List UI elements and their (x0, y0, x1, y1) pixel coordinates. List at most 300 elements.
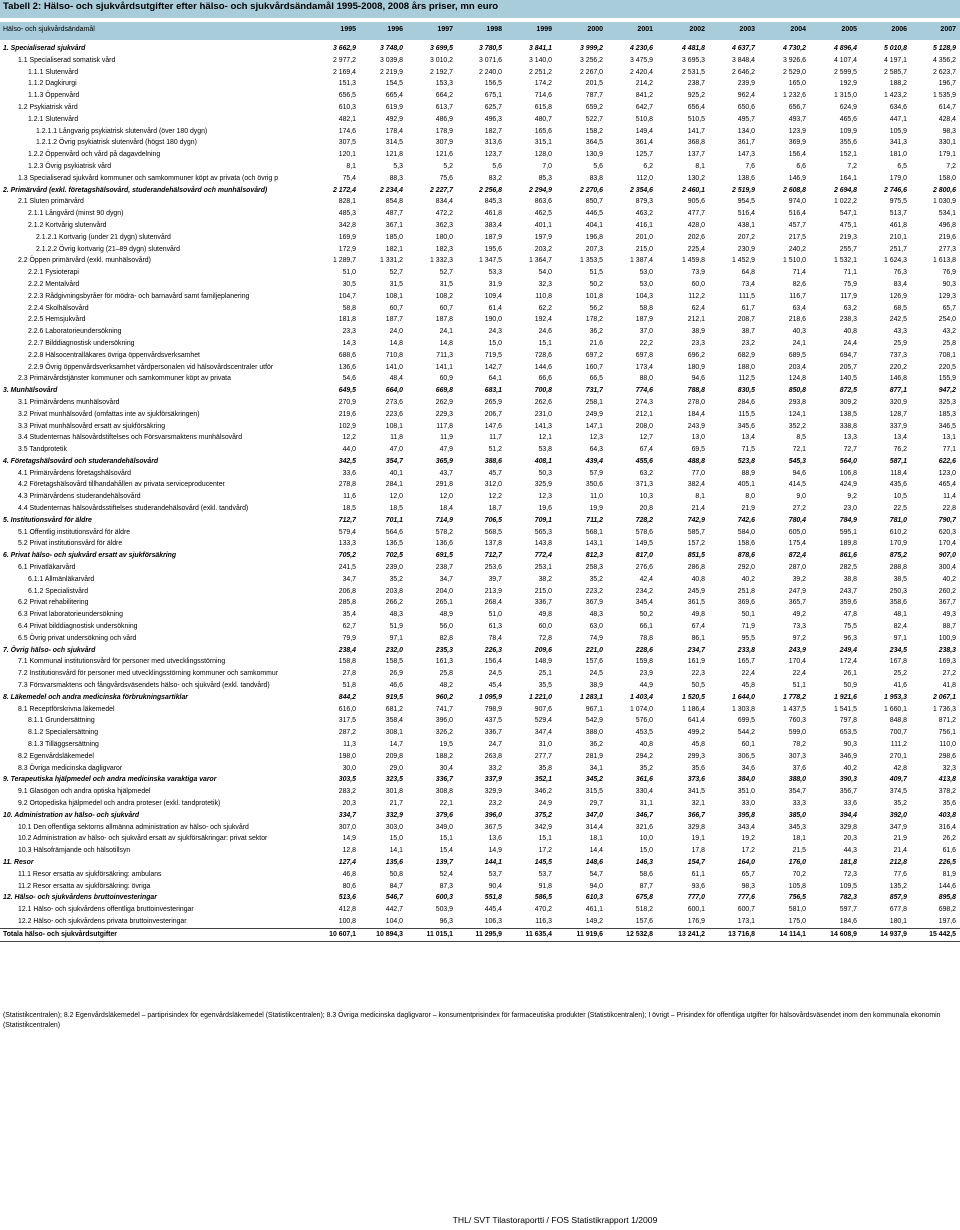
row-value: 35,6 (942, 800, 956, 807)
row-value: 354,7 (385, 457, 403, 465)
header-year: 1999 (536, 26, 552, 33)
row-value: 784,9 (839, 516, 857, 524)
row-value: 94,6 (691, 375, 705, 383)
row-value: 544,2 (737, 729, 755, 737)
row-value: 110,0 (939, 741, 956, 749)
row-value: 88,3 (389, 174, 403, 182)
row-value: 8,1 (695, 493, 705, 501)
row-value: 309,2 (839, 398, 857, 406)
row-value: 201,5 (585, 80, 603, 88)
row-value: 23,3 (342, 328, 356, 336)
row-value: 188,2 (889, 80, 907, 88)
row-value: 499,2 (687, 729, 705, 737)
row-value: 98,3 (942, 127, 956, 135)
row-value: 212,8 (889, 858, 907, 866)
row-value: 23,3 (691, 339, 705, 347)
row-value: 682,9 (737, 351, 755, 359)
row-value: 128,7 (889, 410, 907, 418)
row-value: 105,8 (788, 882, 806, 890)
row-value: 68,5 (893, 304, 907, 312)
row-value: 622,6 (938, 457, 956, 465)
row-value: 65,7 (741, 870, 755, 878)
table-row (0, 857, 960, 869)
row-value: 203,4 (788, 363, 806, 371)
row-value: 634,6 (889, 103, 907, 111)
row-value: 2 746,6 (884, 186, 907, 194)
row-value: 234,5 (889, 646, 907, 654)
row-value: 82,8 (439, 634, 453, 642)
row-value: 3 071,6 (479, 56, 502, 64)
row-value: 516,4 (737, 210, 755, 218)
row-value: 58,8 (342, 304, 356, 312)
row-value: 36,2 (589, 741, 603, 749)
row-value: 46,8 (342, 870, 356, 878)
row-value: 61,1 (691, 870, 705, 878)
row-label: 9.1 Glasögon och andra optiska hjälpmedel (18, 788, 151, 796)
row-value: 878,6 (737, 552, 755, 560)
row-value: 375,2 (534, 811, 552, 819)
row-value: 158,0 (938, 174, 956, 182)
row-label: 9. Terapeutiska hjälpmedel och andra medicinska varaktiga varor (3, 776, 217, 784)
row-value: 258,1 (585, 398, 603, 406)
row-value: 379,6 (435, 811, 453, 819)
row-value: 63,4 (792, 304, 806, 312)
row-value: 307,3 (788, 752, 806, 760)
row-value: 141,1 (435, 363, 453, 371)
row-value: 161,3 (435, 658, 453, 666)
row-value: 181,8 (839, 858, 857, 866)
row-value: 63,2 (843, 304, 857, 312)
row-value: 82,4 (893, 623, 907, 631)
row-value: 384,0 (737, 776, 755, 784)
row-value: 2 531,5 (682, 68, 705, 76)
row-value: 325,9 (534, 481, 552, 489)
row-value: 106,8 (839, 469, 857, 477)
row-value: 258,3 (585, 564, 603, 572)
row-value: 178,2 (585, 316, 603, 324)
table-row (0, 373, 960, 385)
row-value: 78,4 (488, 634, 502, 642)
row-value: 147,3 (737, 151, 755, 159)
row-value: 388,0 (585, 729, 603, 737)
row-value: 34,7 (342, 575, 356, 583)
row-value: 465,6 (839, 115, 857, 123)
row-value: 35,2 (639, 764, 653, 772)
row-value: 841,2 (635, 92, 653, 100)
row-label: 2.2.9 Övrig öppenvårdsverksamhet vårdpersonalen vid hälsovårdscentraler utför (28, 363, 274, 371)
row-value: 291,8 (435, 481, 453, 489)
row-value: 22,8 (942, 505, 956, 513)
row-label: 10.1 Den offentliga sektorns allmänna administration av hälso- och sjukvård (18, 823, 249, 831)
row-value: 40,2 (843, 764, 857, 772)
row-value: 49,8 (691, 611, 705, 619)
row-value: 112,0 (636, 174, 653, 182)
row-value: 287,2 (338, 729, 356, 737)
row-value: 154,7 (687, 858, 705, 866)
row-value: 5 010,8 (884, 45, 907, 52)
table-row (0, 255, 960, 267)
row-value: 123,0 (938, 469, 956, 477)
row-value: 513,7 (889, 210, 907, 218)
row-value: 13 241,2 (678, 930, 705, 938)
row-value: 11,9 (440, 434, 453, 442)
row-value: 772,4 (534, 552, 552, 560)
row-value: 656,4 (687, 103, 705, 111)
table-row (0, 503, 960, 515)
row-value: 3 780,5 (479, 45, 502, 52)
row-value: 12 532,8 (626, 930, 653, 938)
row-label: 3.3 Privat munhälsovård ersatt av sjukförsäkring (18, 422, 166, 430)
row-value: 96,3 (843, 634, 857, 642)
row-value: 253,1 (534, 564, 552, 572)
row-value: 960,2 (435, 693, 453, 701)
row-value: 731,7 (585, 387, 603, 395)
row-value: 24,3 (488, 328, 502, 336)
row-value: 143,8 (534, 540, 552, 548)
table-row (0, 822, 960, 834)
row-value: 610,2 (889, 528, 907, 536)
row-value: 24,5 (488, 670, 502, 678)
row-value: 17,2 (741, 847, 755, 855)
row-value: 165,6 (534, 127, 552, 135)
row-value: 88,7 (942, 623, 956, 631)
header-year: 1998 (486, 26, 502, 33)
row-value: 303,5 (338, 776, 356, 784)
header-year: 2004 (790, 26, 806, 33)
row-value: 265,1 (435, 599, 453, 607)
row-value: 610,3 (585, 894, 603, 902)
row-value: 34,1 (589, 764, 603, 772)
table-row (0, 928, 960, 942)
row-value: 147,1 (585, 422, 603, 430)
row-value: 189,8 (839, 540, 857, 548)
row-value: 223,6 (385, 410, 403, 418)
row-value: 66,6 (538, 375, 552, 383)
row-value: 204,0 (435, 587, 453, 595)
table-row (0, 114, 960, 126)
row-value: 345,4 (635, 599, 653, 607)
row-value: 6,5 (897, 162, 907, 170)
row-value: 24,6 (538, 328, 552, 336)
row-value: 1 520,5 (682, 693, 705, 701)
row-value: 14,9 (342, 835, 356, 843)
row-value: 307,9 (435, 139, 453, 147)
page-footer (0, 1215, 960, 1225)
row-value: 26,1 (843, 670, 857, 678)
row-value: 373,6 (687, 776, 705, 784)
row-label: 6.3 Privat laboratorieundersökning (18, 611, 123, 619)
row-value: 226,3 (484, 646, 502, 654)
row-value: 435,6 (889, 481, 907, 489)
row-value: 140,5 (839, 375, 857, 383)
row-value: 424,9 (839, 481, 857, 489)
row-value: 568,5 (484, 528, 502, 536)
row-value: 121,8 (385, 151, 403, 159)
row-value: 11,4 (943, 493, 956, 501)
row-value: 665,4 (385, 92, 403, 100)
row-value: 60,1 (741, 741, 755, 749)
row-value: 231,0 (534, 410, 552, 418)
row-value: 35,8 (538, 764, 552, 772)
row-value: 3 475,9 (630, 56, 653, 64)
row-value: 149,4 (635, 127, 653, 135)
row-value: 63,0 (589, 623, 603, 631)
table-row (0, 810, 960, 822)
row-value: 510,5 (687, 115, 705, 123)
row-value: 173,1 (737, 917, 755, 925)
row-value: 337,9 (889, 422, 907, 430)
row-value: 714,9 (435, 516, 453, 524)
row-value: 854,8 (385, 198, 403, 206)
row-value: 35,2 (589, 575, 603, 583)
row-value: 390,3 (839, 776, 857, 784)
row-label: 6.1 Privatläkarvård (18, 564, 76, 572)
row-value: 1 315,0 (834, 92, 857, 100)
row-value: 187,7 (385, 316, 403, 324)
row-value: 14 608,9 (830, 930, 857, 938)
row-value: 600,1 (687, 906, 705, 914)
row-value: 47,8 (843, 611, 857, 619)
row-value: 300,4 (938, 564, 956, 572)
table-row (0, 303, 960, 315)
row-value: 40,2 (741, 575, 755, 583)
row-value: 188,2 (435, 752, 453, 760)
row-value: 1 541,5 (834, 705, 857, 713)
row-value: 5,6 (593, 162, 603, 170)
table-row (0, 67, 960, 79)
row-value: 225,4 (687, 245, 705, 253)
row-value: 329,9 (484, 788, 502, 796)
row-value: 287,0 (788, 564, 806, 572)
row-value: 30,4 (439, 764, 453, 772)
row-label: 5.2 Privat institutionsvård för äldre (18, 540, 123, 548)
row-value: 578,2 (435, 528, 453, 536)
row-value: 153,3 (435, 80, 453, 88)
row-value: 10,5 (893, 493, 907, 501)
row-value: 2 623,7 (933, 68, 956, 76)
row-value: 179,1 (938, 151, 956, 159)
row-value: 137,7 (687, 151, 705, 159)
table-row (0, 692, 960, 704)
row-value: 203,2 (534, 245, 552, 253)
row-value: 12,3 (589, 434, 603, 442)
row-value: 2 219,9 (380, 68, 403, 76)
row-value: 1 232,6 (783, 92, 806, 100)
row-value: 202,6 (687, 233, 705, 241)
row-value: 2 169,4 (333, 68, 356, 76)
row-value: 664,2 (435, 92, 453, 100)
row-value: 401,1 (534, 221, 552, 229)
row-value: 42,8 (893, 764, 907, 772)
row-label: 6. Privat hälso- och sjukvård ersatt av sjukförsäkring (3, 552, 177, 560)
row-value: 447,1 (889, 115, 907, 123)
row-value: 293,8 (788, 398, 806, 406)
row-value: 87,7 (639, 882, 653, 890)
table-row (0, 149, 960, 161)
row-value: 144,1 (484, 858, 502, 866)
row-value: 48,2 (439, 682, 453, 690)
row-value: 48,9 (439, 611, 453, 619)
row-value: 32,1 (691, 800, 705, 807)
row-value: 11 635,4 (525, 930, 552, 938)
row-value: 475,1 (839, 221, 857, 229)
row-value: 787,7 (585, 92, 603, 100)
row-value: 210,1 (889, 233, 907, 241)
row-value: 74,9 (589, 634, 603, 642)
row-label: 7.2 Institutionsvård för personer med utvecklingsstörning kommuner och samkommur (18, 670, 279, 678)
row-value: 13,1 (942, 434, 956, 442)
row-value: 64,1 (488, 375, 502, 383)
row-value: 175,4 (788, 540, 806, 548)
table-row (0, 562, 960, 574)
row-value: 44,9 (639, 682, 653, 690)
row-value: 2 270,6 (580, 186, 603, 194)
row-value: 20,3 (342, 800, 356, 807)
row-label: 2.1.1 Långvård (minst 90 dygn) (28, 210, 124, 218)
row-value: 534,1 (938, 210, 956, 218)
table-row (0, 550, 960, 562)
row-value: 404,1 (585, 221, 603, 229)
row-value: 159,8 (635, 658, 653, 666)
row-value: 845,3 (484, 198, 502, 206)
row-value: 18,7 (488, 505, 502, 513)
row-value: 51,0 (488, 611, 502, 619)
row-value: 350,6 (585, 481, 603, 489)
row-value: 176,0 (788, 858, 806, 866)
row-value: 585,7 (687, 528, 705, 536)
row-value: 13 716,8 (728, 930, 755, 938)
row-value: 712,7 (338, 516, 356, 524)
header-year: 2002 (689, 26, 705, 33)
row-value: 308,1 (385, 729, 403, 737)
row-value: 73,4 (741, 280, 755, 288)
row-label: 3. Munhälsovård (3, 387, 58, 395)
row-value: 1 095,9 (479, 693, 502, 701)
header-year: 2005 (841, 26, 857, 33)
row-label: Totala hälso- och sjukvårdsutgifter (3, 930, 117, 938)
row-value: 64,8 (741, 269, 755, 277)
row-value: 60,0 (691, 280, 705, 288)
row-value: 35,5 (538, 682, 552, 690)
row-value: 25,9 (893, 339, 907, 347)
row-value: 164,0 (737, 858, 755, 866)
row-value: 51,5 (589, 269, 603, 277)
row-value: 371,3 (635, 481, 653, 489)
row-value: 503,9 (435, 906, 453, 914)
row-value: 11,3 (343, 741, 356, 749)
row-value: 709,1 (534, 516, 552, 524)
row-value: 1 347,5 (479, 257, 502, 265)
row-value: 44,0 (342, 446, 356, 454)
row-value: 253,6 (484, 564, 502, 572)
row-value: 130,9 (585, 151, 603, 159)
row-value: 125,7 (635, 151, 653, 159)
row-value: 619,9 (385, 103, 403, 111)
row-value: 542,9 (585, 717, 603, 725)
row-value: 60,9 (439, 375, 453, 383)
row-value: 176,9 (687, 917, 705, 925)
row-value: 207,2 (737, 233, 755, 241)
row-value: 308,8 (435, 788, 453, 796)
row-value: 285,8 (338, 599, 356, 607)
row-value: 281,9 (585, 752, 603, 760)
header-year: 2001 (637, 26, 653, 33)
row-value: 31,9 (488, 280, 502, 288)
row-value: 1 387,4 (630, 257, 653, 265)
row-value: 710,8 (385, 351, 403, 359)
row-value: 57,9 (589, 469, 603, 477)
row-value: 156,4 (788, 151, 806, 159)
row-value: 81,9 (942, 870, 956, 878)
row-value: 48,4 (389, 375, 403, 383)
row-value: 80,6 (342, 882, 356, 890)
row-value: 51,1 (792, 682, 806, 690)
row-value: 616,0 (338, 705, 356, 713)
row-value: 1 364,7 (529, 257, 552, 265)
row-value: 677,8 (889, 906, 907, 914)
row-value: 21,6 (589, 339, 603, 347)
row-value: 345,2 (585, 776, 603, 784)
row-value: 332,9 (385, 811, 403, 819)
row-value: 356,7 (839, 788, 857, 796)
row-value: 185,0 (385, 233, 403, 241)
row-value: 157,6 (585, 658, 603, 666)
row-value: 54,0 (538, 269, 552, 277)
row-value: 170,9 (889, 540, 907, 548)
row-value: 64,3 (589, 446, 603, 454)
row-value: 38,2 (538, 575, 552, 583)
row-value: 54,7 (589, 870, 603, 878)
row-value: 201,0 (635, 233, 653, 241)
row-value: 78,8 (639, 634, 653, 642)
row-value: 43,7 (439, 469, 453, 477)
row-value: 453,5 (635, 729, 653, 737)
row-value: 40,8 (691, 575, 705, 583)
row-value: 104,3 (635, 292, 653, 300)
row-value: 234,7 (687, 646, 705, 654)
row-value: 214,2 (635, 80, 653, 88)
row-value: 863,6 (534, 198, 552, 206)
row-value: 133,3 (338, 540, 356, 548)
row-value: 75,5 (843, 623, 857, 631)
row-label: 4. Företagshälsovård och studerandehälsovård (3, 457, 159, 465)
row-value: 94,6 (792, 469, 806, 477)
row-value: 185,3 (938, 410, 956, 418)
row-value: 56,0 (439, 623, 453, 631)
row-value: 192,9 (839, 80, 857, 88)
row-label: 2.1.2 Kortvårig slutenvård (28, 221, 107, 229)
row-value: 307,0 (338, 823, 356, 831)
row-value: 3 748,0 (380, 45, 403, 52)
row-value: 2 256,8 (479, 186, 502, 194)
row-label: 8.1 Receptförskrivna läkemedel (18, 705, 115, 713)
row-value: 522,7 (585, 115, 603, 123)
row-value: 268,4 (484, 599, 502, 607)
row-value: 129,3 (938, 292, 956, 300)
row-value: 109,4 (484, 292, 502, 300)
row-value: 217,5 (788, 233, 806, 241)
row-value: 2 294,9 (529, 186, 552, 194)
row-value: 226,5 (938, 858, 956, 866)
row-value: 152,1 (839, 151, 857, 159)
row-value: 354,7 (788, 788, 806, 796)
row-value: 45,7 (488, 469, 502, 477)
row-value: 312,0 (484, 481, 502, 489)
row-value: 461,1 (585, 906, 603, 914)
row-value: 445,4 (484, 906, 502, 914)
row-value: 760,3 (788, 717, 806, 725)
row-value: 462,5 (534, 210, 552, 218)
